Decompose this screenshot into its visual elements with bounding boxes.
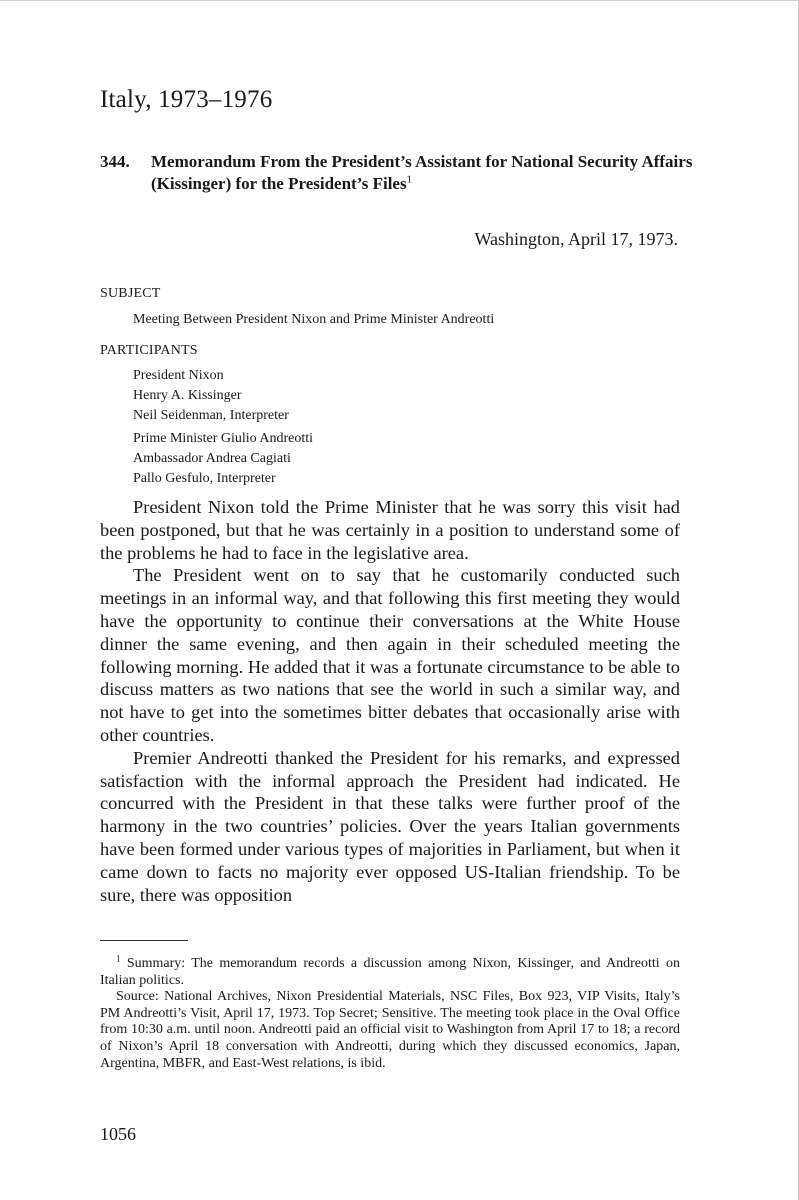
document-title-block [151, 151, 711, 195]
participant-item: Neil Seidenman, Interpreter [133, 408, 289, 423]
footnote-summary [100, 953, 681, 989]
subject-text: Meeting Between President Nixon and Prime Minister Andreotti [133, 312, 495, 327]
body-paragraph: President Nixon told the Prime Minister that he was sorry this visit had been postponed, but that he was certainly in a position to understand some of the problems he had to face in the legislative area. [100, 497, 680, 563]
body-paragraph: Premier Andreotti thanked the President for his remarks, and expressed satisfaction with the informal approach the President had indicated. He concurred with the President in that these talks were further proof of the harmony in the two countries’ policies. Over the years Italian governments have been formed under various types of majorities in Parliament, but when it came down to facts no majority ever opposed US-Italian friendship. To be sure, there was opposition [100, 747, 680, 905]
participants-label: PARTICIPANTS [100, 343, 198, 358]
footnote-summary-text: Summary: The memorandum records a discussion among Nixon, Kissinger, and Andreotti on Italian politics. [100, 956, 681, 988]
document-title: Memorandum From the President’s Assistant for National Security Affairs (Kissinger) for the President’s Files [151, 152, 693, 193]
subject-label: SUBJECT [100, 286, 161, 301]
memo-body [100, 496, 680, 906]
chapter-title: Italy, 1973–1976 [100, 86, 273, 113]
participant-item: Pallo Gesfulo, Interpreter [133, 471, 276, 486]
footnotes [100, 953, 681, 1072]
participants-us-group [133, 366, 289, 426]
body-paragraph: The President went on to say that he customarily conducted such meetings in an informal way, and that following this first meeting they would have the opportunity to continue their conversations at the White House dinner the same evening, and then again in their scheduled meeting the following morning. He added that it was a fortunate circumstance to be able to discuss matters as two nations that see the world in such a similar way, and not have to get into the sometimes bitter debates that occasionally arise with other countries. [100, 565, 680, 745]
dateline: Washington, April 17, 1973. [474, 229, 678, 249]
participant-item: Henry A. Kissinger [133, 388, 242, 403]
participant-item: Ambassador Andrea Cagiati [133, 451, 291, 466]
footnote-number: 1 [116, 953, 121, 964]
footnote-divider [100, 940, 188, 941]
page-number: 1056 [100, 1124, 136, 1144]
page-border-top [0, 0, 799, 1]
document-number: 344. [100, 152, 130, 171]
participant-item: President Nixon [133, 368, 224, 383]
participant-item: Prime Minister Giulio Andreotti [133, 431, 314, 446]
footnote-source: Source: National Archives, Nixon Presidential Materials, NSC Files, Box 923, VIP Visits, Italy’s PM Andreotti’s Visit, April 17, 1973. Top Secret; Sensitive. The meeting took place in the Oval Office from 10:30 a.m. until noon. Andreotti paid an official visit to Washington from April 17 to 18; a record of Nixon’s April 18 conversation with Andreotti, during which they discussed economics, Japan, Argentina, MBFR, and East-West relations, is ibid. [100, 989, 680, 1071]
footnote-ref-link[interactable]: 1 [406, 173, 413, 186]
participants-italy-group [133, 429, 313, 489]
